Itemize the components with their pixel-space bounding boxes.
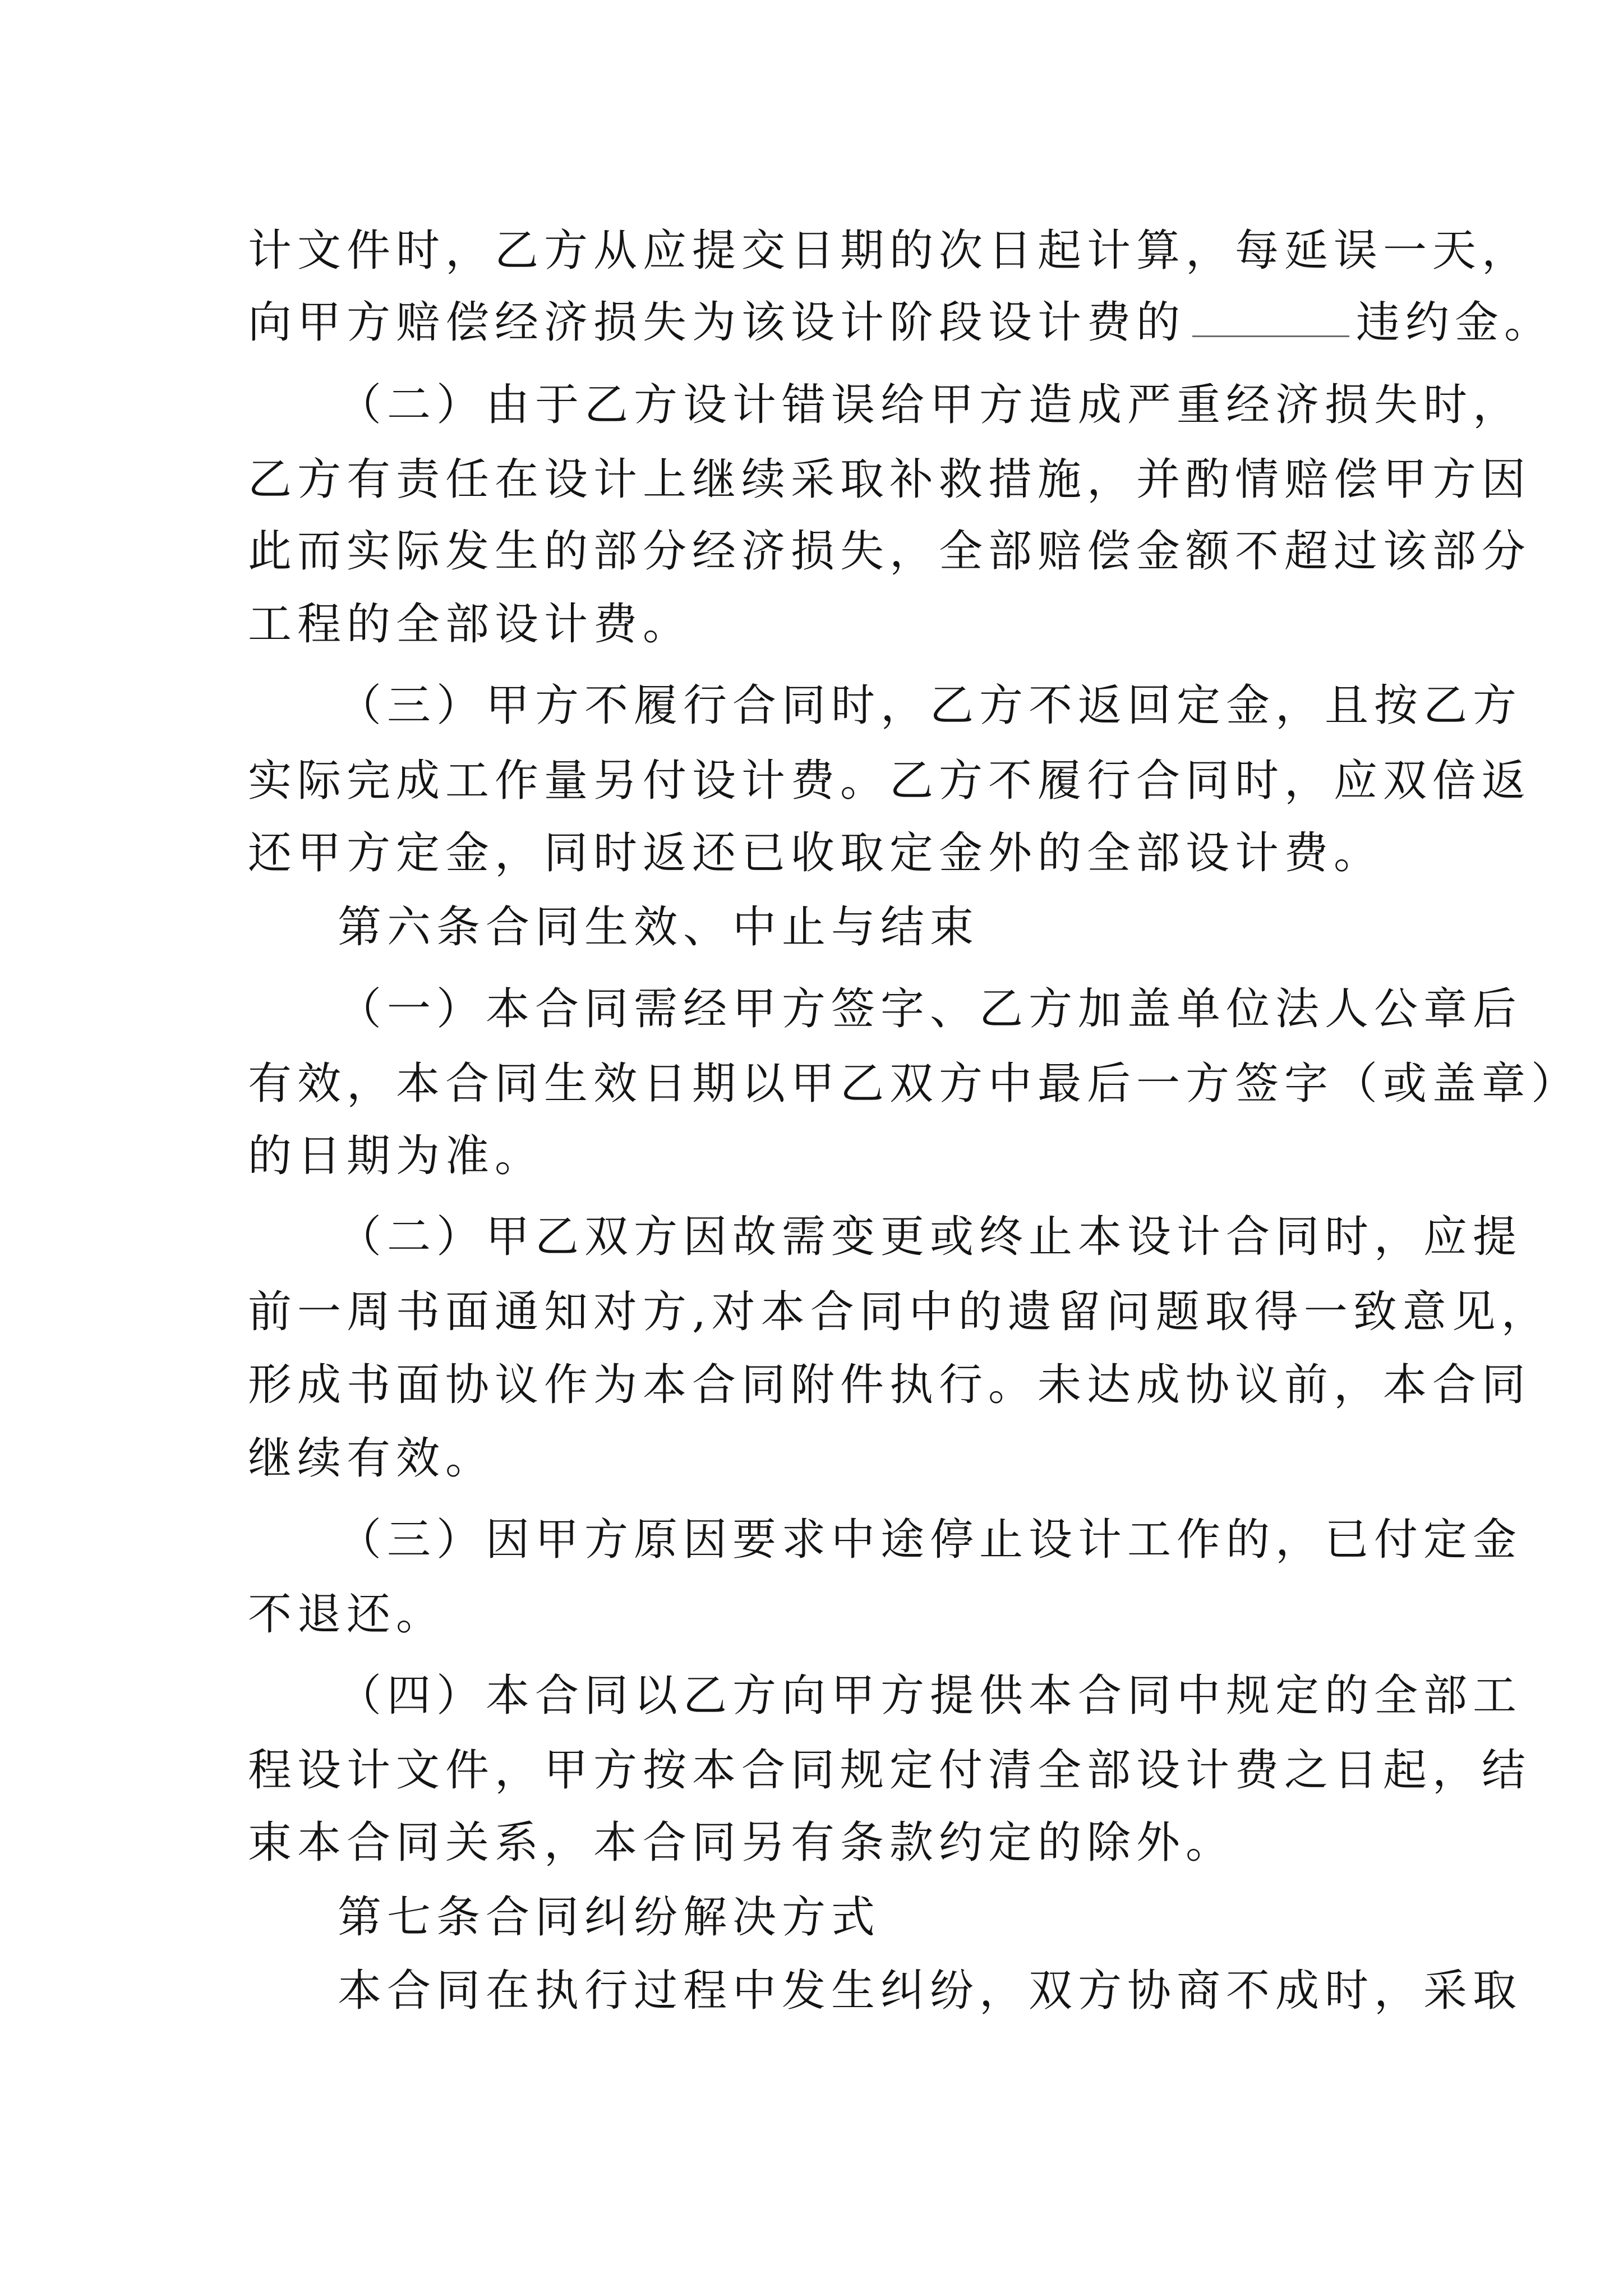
- paragraph-line: 前一周书面通知对方,对本合同中的遗留问题取得一致意见，: [248, 1287, 1551, 1337]
- fill-in-blank: [1192, 301, 1349, 337]
- paragraph-line: 实际完成工作量另付设计费。乙方不履行合同时，应双倍返: [248, 756, 1532, 806]
- paragraph-line: 程设计文件，甲方按本合同规定付清全部设计费之日起，结: [248, 1745, 1532, 1796]
- line-text: 向甲方赔偿经济损失为该设计阶段设计费的: [248, 297, 1186, 348]
- paragraph-line: （三）因甲方原因要求中途停止设计工作的，已付定金: [338, 1515, 1523, 1565]
- paragraph-line: 此而实际发生的部分经济损失，全部赔偿金额不超过该部分: [248, 526, 1532, 577]
- paragraph-line: 的日期为准。: [248, 1131, 545, 1181]
- paragraph-line: 本合同在执行过程中发生纠纷，双方协商不成时，采取: [338, 1966, 1523, 2016]
- paragraph-line: （四）本合同以乙方向甲方提供本合同中规定的全部工: [338, 1671, 1523, 1721]
- section-heading: 第六条合同生效、中止与结束: [338, 902, 980, 953]
- paragraph-line: 乙方有责任在设计上继续采取补救措施，并酌情赔偿甲方因: [248, 454, 1532, 505]
- paragraph-line: 束本合同关系，本合同另有条款约定的除外。: [248, 1818, 1235, 1868]
- paragraph-line: 继续有效。: [248, 1433, 495, 1484]
- paragraph-line: （二）由于乙方设计错误给甲方造成严重经济损失时，: [338, 380, 1523, 430]
- section-heading: 第七条合同纠纷解决方式: [338, 1892, 881, 1943]
- paragraph-line: 不退还。: [248, 1589, 446, 1640]
- paragraph-line-with-blank: [248, 297, 1553, 348]
- paragraph-line: （三）甲方不履行合同时，乙方不返回定金，且按乙方: [338, 680, 1523, 731]
- paragraph-line: 工程的全部设计费。: [248, 599, 693, 650]
- paragraph-line: （一）本合同需经甲方签字、乙方加盖单位法人公章后: [338, 984, 1523, 1034]
- line-text: 违约金。: [1356, 297, 1554, 348]
- paragraph-line: （二）甲乙双方因故需变更或终止本设计合同时，应提: [338, 1212, 1523, 1262]
- paragraph-line: 形成书面协议作为本合同附件执行。未达成协议前，本合同: [248, 1360, 1532, 1410]
- paragraph-line: 计文件时，乙方从应提交日期的次日起计算，每延误一天，: [248, 226, 1532, 276]
- paragraph-line: 有效，本合同生效日期以甲乙双方中最后一方签字（或盖章）: [248, 1059, 1581, 1109]
- paragraph-line: 还甲方定金，同时返还已收取定金外的全部设计费。: [248, 828, 1384, 878]
